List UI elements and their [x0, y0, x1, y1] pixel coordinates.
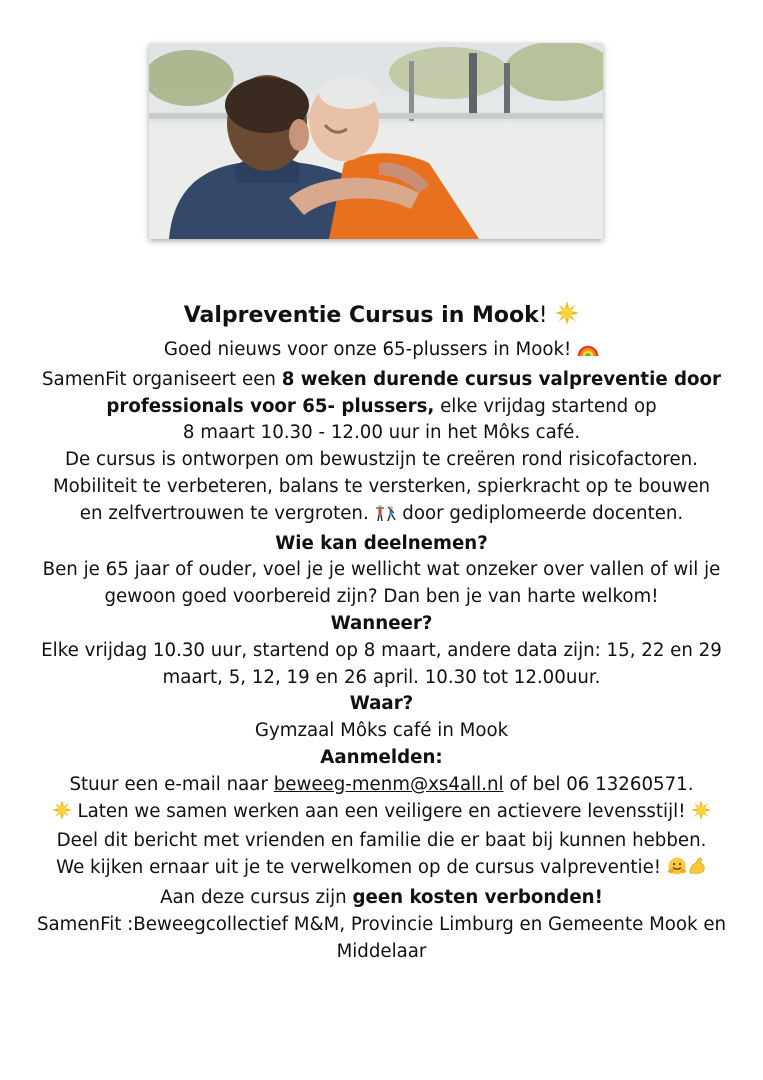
organisation-paragraph: SamenFit organiseert een 8 weken durende cursus valpreventie door professionals voor 65- plussers, elke vrijdag startend op — [42, 368, 721, 417]
sun-icon — [691, 800, 711, 829]
welcome-line: We kijken ernaar uit je te verwelkomen op de cursus valpreventie! — [20, 855, 743, 885]
when-heading: Wanneer? — [330, 612, 433, 634]
together-line: Laten we samen werken aan een veiligere en actievere levensstijl! — [20, 799, 743, 829]
design-line: De cursus is ontworpen om bewustzijn te creëren rond risicofactoren. — [65, 449, 698, 471]
email-link[interactable]: beweeg-menm@xs4all.nl — [273, 773, 504, 795]
date-line: 8 maart 10.30 - 12.00 uur in het Môks café. — [182, 422, 581, 444]
cost-line: Aan deze cursus zijn geen kosten verbonden! — [160, 886, 603, 908]
signup-heading: Aanmelden: — [320, 746, 443, 768]
intro-line: Goed nieuws voor onze 65-plussers in Mook! — [20, 337, 743, 367]
header-photo — [149, 43, 603, 239]
confidence-line: en zelfvertrouwen te vergroten. door gediplomeerde docenten. — [20, 501, 743, 531]
share-line: Deel dit bericht met vrienden en familie die er baat bij kunnen hebben. — [56, 830, 707, 852]
exercise-people-icon — [375, 504, 397, 531]
photo-two-men-hugging — [149, 43, 603, 239]
who-heading: Wie kan deelnemen? — [275, 532, 488, 554]
partners-line: SamenFit :Beweegcollectief M&M, Provincie Limburg en Gemeente Mook en Middelaar — [36, 913, 727, 962]
mobility-line: Mobiliteit te verbeteren, balans te versterken, spierkracht op te bouwen — [52, 475, 711, 497]
title-text: Valpreventie Cursus in Mook — [183, 303, 539, 328]
where-heading: Waar? — [349, 693, 414, 715]
signup-text: Stuur een e-mail naar beweeg-menm@xs4all.nl of bel 06 13260571. — [69, 773, 694, 795]
when-text: Elke vrijdag 10.30 uur, startend op 8 maart, andere data zijn: 15, 22 en 29 maart, 5, 12, 19 en 26 april. 10.30 tot 12.00uur. — [41, 639, 722, 688]
sun-icon — [52, 800, 72, 829]
flexed-biceps-icon — [687, 856, 707, 885]
who-text: Ben je 65 jaar of ouder, voel je je wellicht wat onzeker over vallen of wil je gewoon goed voorbereid zijn? Dan ben je van harte welkom! — [42, 559, 721, 608]
sun-icon — [555, 301, 579, 335]
rainbow-icon — [577, 338, 599, 367]
flyer-text — [20, 300, 743, 965]
where-text: Gymzaal Môks café in Mook — [254, 720, 509, 742]
hugging-face-icon — [667, 856, 687, 885]
page-title: Valpreventie Cursus in Mook! — [20, 300, 743, 335]
